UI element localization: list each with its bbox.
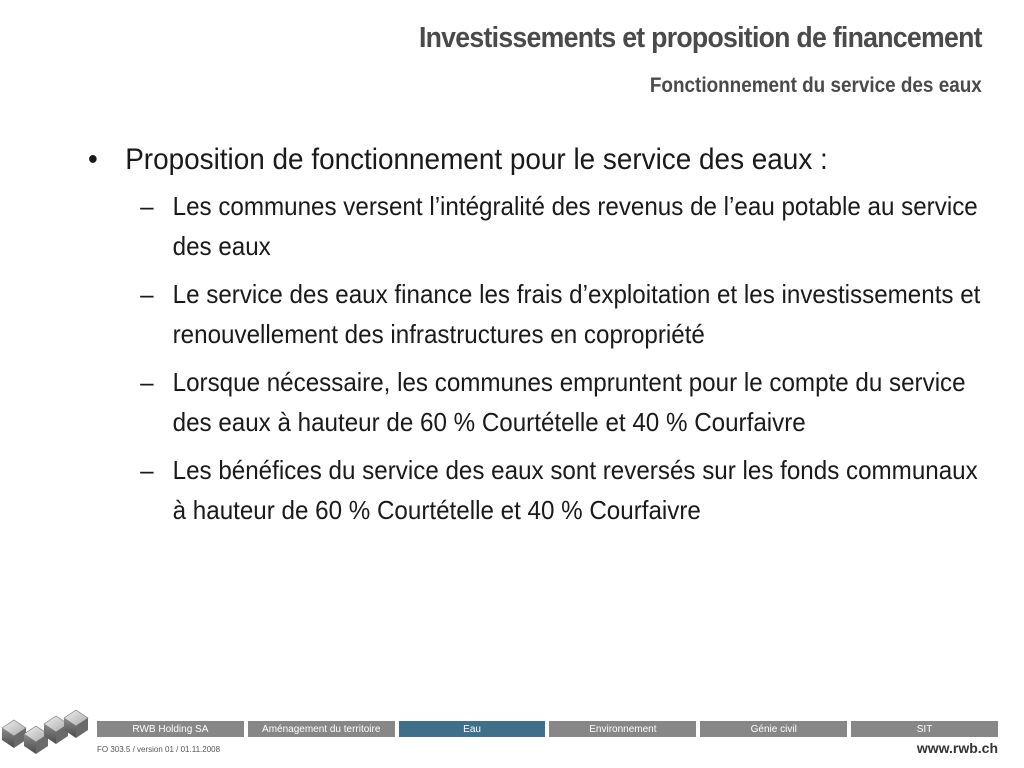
sub-bullet-text: Les bénéfices du service des eaux sont reversés sur les fonds communaux à hauteur de 60 % Courtételle et 40 % Courfaivre xyxy=(172,455,978,525)
nav-item-rwb-holding[interactable]: RWB Holding SA xyxy=(97,721,244,737)
rwb-cubes-logo-icon xyxy=(2,708,90,762)
sub-bullet xyxy=(88,362,982,442)
nav-item-amenagement[interactable]: Aménagement du territoire xyxy=(248,721,395,737)
dash-marker: – xyxy=(140,279,154,309)
bullet-marker: • xyxy=(88,143,98,176)
website-link[interactable]: www.rwb.ch xyxy=(916,740,998,756)
main-bullet xyxy=(88,140,925,180)
main-bullet-text: Proposition de fonctionnement pour le service des eaux : xyxy=(125,143,828,176)
footer-nav xyxy=(97,721,998,737)
page-subtitle: Fonctionnement du service des eaux xyxy=(650,74,982,97)
nav-item-genie-civil[interactable]: Génie civil xyxy=(700,721,847,737)
dash-marker: – xyxy=(140,191,154,221)
nav-item-eau[interactable]: Eau xyxy=(399,721,546,737)
sub-bullet-text: Lorsque nécessaire, les communes empruntent pour le compte du service des eaux à hauteur de 60 % Courtételle et 40 % Courfaivre xyxy=(172,367,966,437)
sub-bullet xyxy=(88,186,982,266)
dash-marker: – xyxy=(140,455,154,485)
sub-bullet xyxy=(88,450,982,530)
sub-bullet-text: Le service des eaux finance les frais d’exploitation et les investissements et renouvellement des infrastructures en copropriété xyxy=(172,279,981,349)
slide-content xyxy=(88,140,981,538)
document-version: FO 303.5 / version 01 / 01.11.2008 xyxy=(97,745,221,754)
dash-marker: – xyxy=(140,367,154,397)
nav-item-sit[interactable]: SIT xyxy=(851,721,998,737)
nav-item-environnement[interactable]: Environnement xyxy=(549,721,696,737)
sub-bullet xyxy=(88,274,982,354)
page-title: Investissements et proposition de financement xyxy=(419,22,982,54)
sub-bullet-text: Les communes versent l’intégralité des revenus de l’eau potable au service des eaux xyxy=(172,191,978,261)
cube-icon xyxy=(2,720,26,748)
